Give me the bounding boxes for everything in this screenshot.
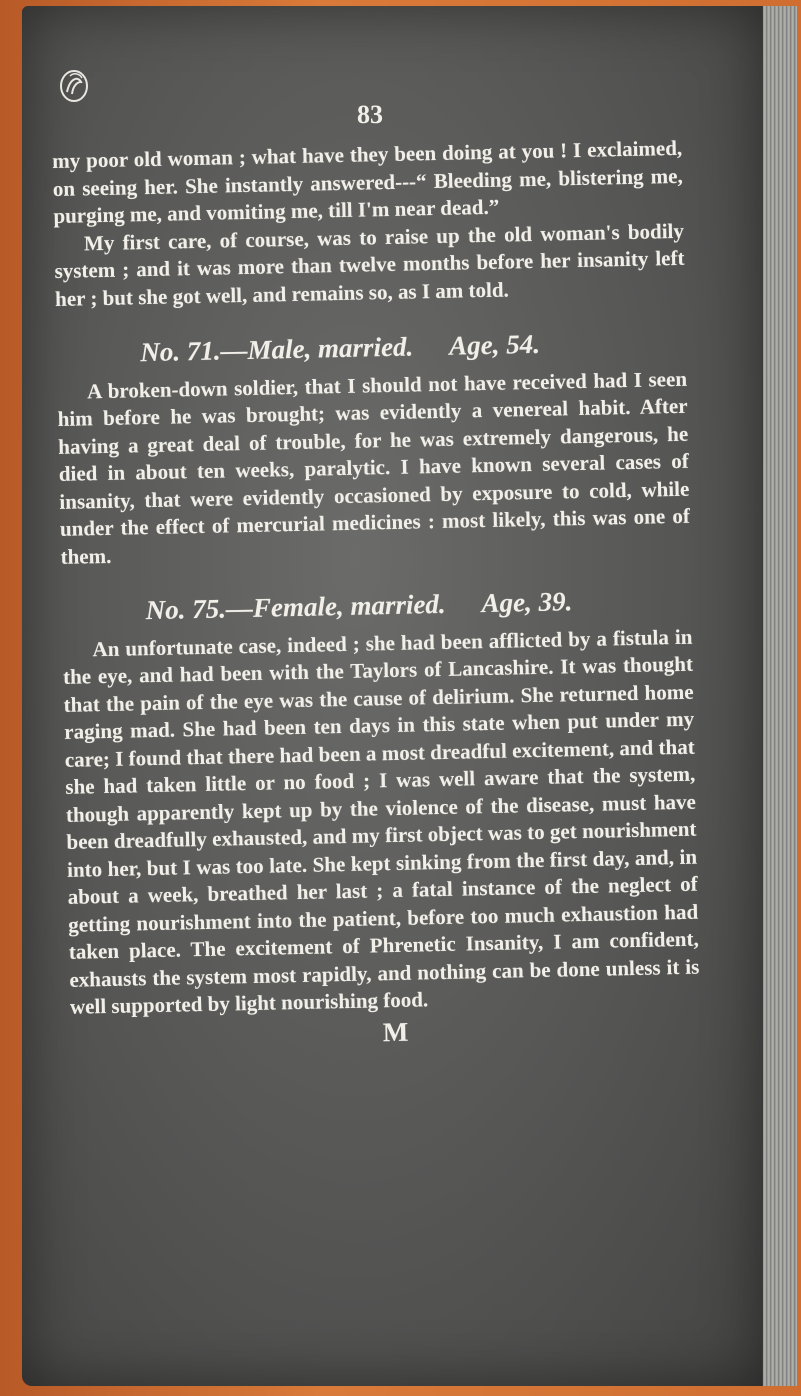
- case-75-age: Age, 39.: [481, 586, 573, 619]
- case-75-heading: [61, 586, 691, 627]
- case-71-text: A broken-down soldier, that I should not have received had I seen him before he was brought; was evidently a venereal habit. After having a great deal of trouble, for he was extremely dangerous, he died in about ten weeks, paralytic. I have known several cases of insanity, that were evidently occasioned by exposure to cold, while under the effect of mercurial medicines : most likely, this was one of them.: [57, 366, 691, 569]
- library-stamp-icon: [58, 68, 90, 104]
- case-71-age: Age, 54.: [448, 328, 541, 361]
- page-body: [52, 135, 701, 1053]
- page-edges: [762, 6, 797, 1386]
- paragraph-first-care: My first care, of course, was to raise up the old woman's bodily system ; and it was more than twelve months before her insanity left her ; but she got well, and remains so, as I am told.: [54, 218, 685, 311]
- page-number: 83: [357, 100, 383, 129]
- case-75-text: An unfortunate case, indeed ; she had been afflicted by a fistula in the eye, and had been with the Taylors of Lancashire. It was thought that the pain of the eye was the cause of delirium. She returned home raging mad. She had been ten days in this state when put under my care; I found that there had been a most dreadful excitement, and that she had taken little or no food ; I was well aware that the system, though apparently kept up by the violence of the disease, must have been dreadfully exhausted, and my first object was to get nourishment into her, but I was too late. She kept sinking from the first day, and, in about a week, breathed her last ; a fatal instance of the neglect of getting nourishment into the patient, before too much exhaustion had taken place. The excitement of Phrenetic Insanity, I am confident, exhausts the system most rapidly, and nothing can be done unless it is well supported by light nourishing food.: [62, 624, 700, 1019]
- case-71-heading: [56, 328, 686, 369]
- case-75-title: No. 75.—Female, married.: [145, 588, 446, 626]
- paragraph-continuation: my poor old woman ; what have they been doing at you ! I exclaimed, on seeing her. She instantly answered---“ Bleeding me, blistering me, purging me, and vomiting me, till I'm near dead.”: [52, 135, 683, 228]
- signature-mark: M: [382, 1016, 409, 1047]
- case-71-title: No. 71.—Male, married.: [139, 331, 414, 368]
